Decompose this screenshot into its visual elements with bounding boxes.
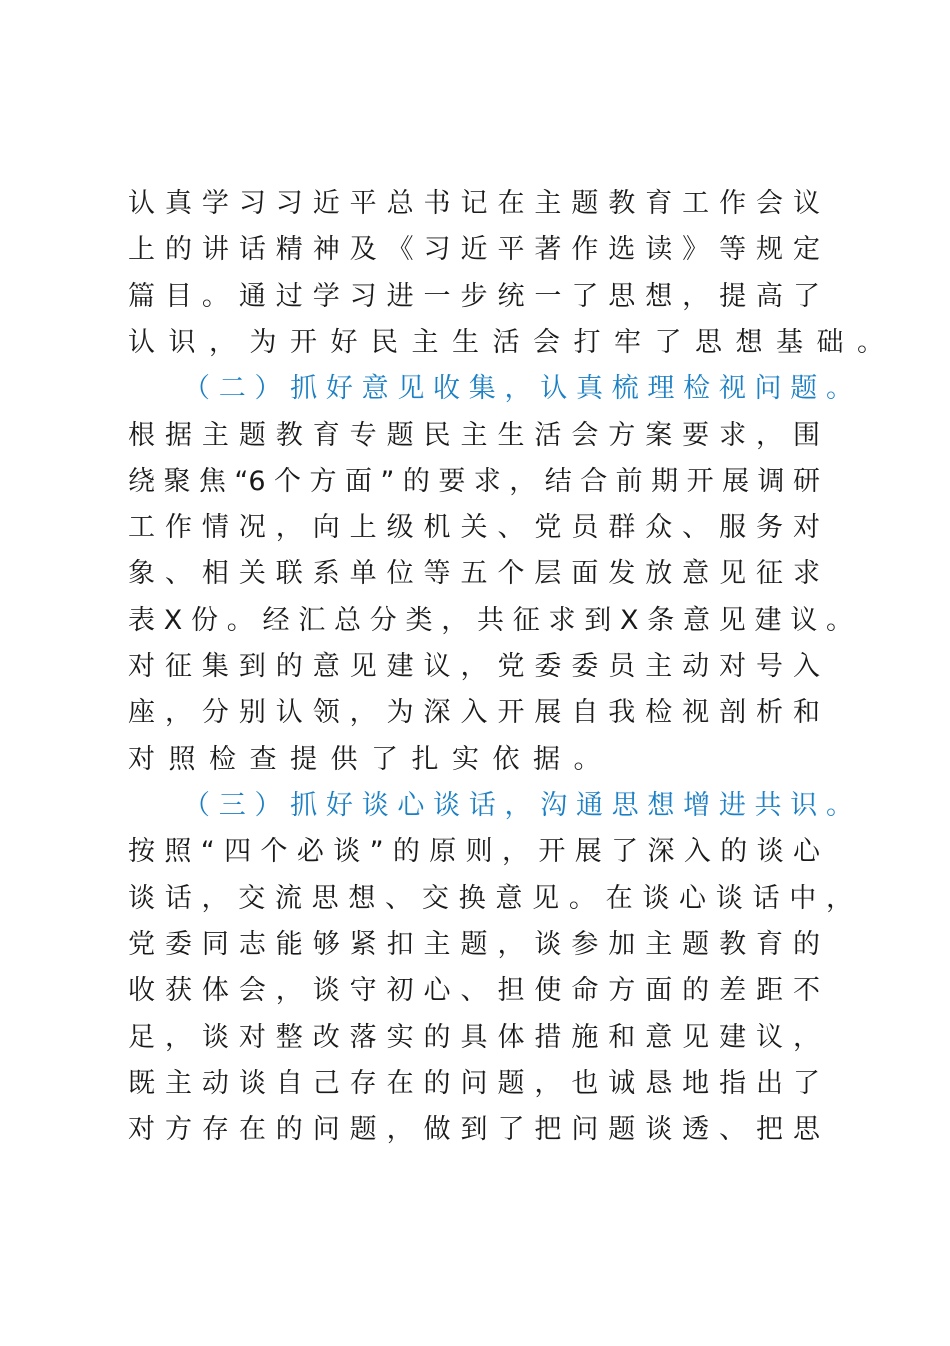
paragraph-line: 对照检查提供了扎实依据。 (128, 744, 614, 775)
paragraph-line: 谈话，交流思想、交换意见。在谈心谈话中， (128, 883, 853, 914)
paragraph-line: 座，分别认领，为深入开展自我检视剖析和 (128, 697, 820, 728)
paragraph-line: 对征集到的意见建议，党委委员主动对号入 (128, 651, 820, 682)
paragraph-line: 篇目。通过学习进一步统一了思想，提高了 (128, 281, 820, 312)
paragraph-line: 象、相关联系单位等五个层面发放意见征求 (128, 558, 820, 589)
paragraph-line: 按照“四个必谈”的原则，开展了深入的谈心 (128, 836, 820, 867)
paragraph-line: 上的讲话精神及《习近平著作选读》等规定 (128, 234, 820, 265)
paragraph-line: 既主动谈自己存在的问题，也诚恳地指出了 (128, 1068, 820, 1099)
paragraph-line: 根据主题教育专题民主生活会方案要求，围 (128, 420, 820, 451)
section-heading-2: （二）抓好意见收集，认真梳理检视问题。 (183, 373, 853, 404)
paragraph-line: 党委同志能够紧扣主题，谈参加主题教育的 (128, 929, 820, 960)
paragraph-line: 收获体会，谈守初心、担使命方面的差距不 (128, 975, 820, 1006)
section-heading-3: （三）抓好谈心谈话，沟通思想增进共识。 (183, 790, 853, 821)
paragraph-line: 工作情况，向上级机关、党员群众、服务对 (128, 512, 820, 543)
paragraph-line: 足，谈对整改落实的具体措施和意见建议， (128, 1022, 820, 1053)
paragraph-line: 对方存在的问题，做到了把问题谈透、把思 (128, 1114, 820, 1145)
paragraph-line: 认识，为开好民主生活会打牢了思想基础。 (128, 327, 898, 358)
paragraph-line: 绕聚焦“6个方面”的要求，结合前期开展调研 (128, 466, 820, 497)
paragraph-line: 表X份。经汇总分类，共征求到X条意见建议。 (128, 605, 853, 636)
paragraph-line: 认真学习习近平总书记在主题教育工作会议 (128, 188, 820, 219)
